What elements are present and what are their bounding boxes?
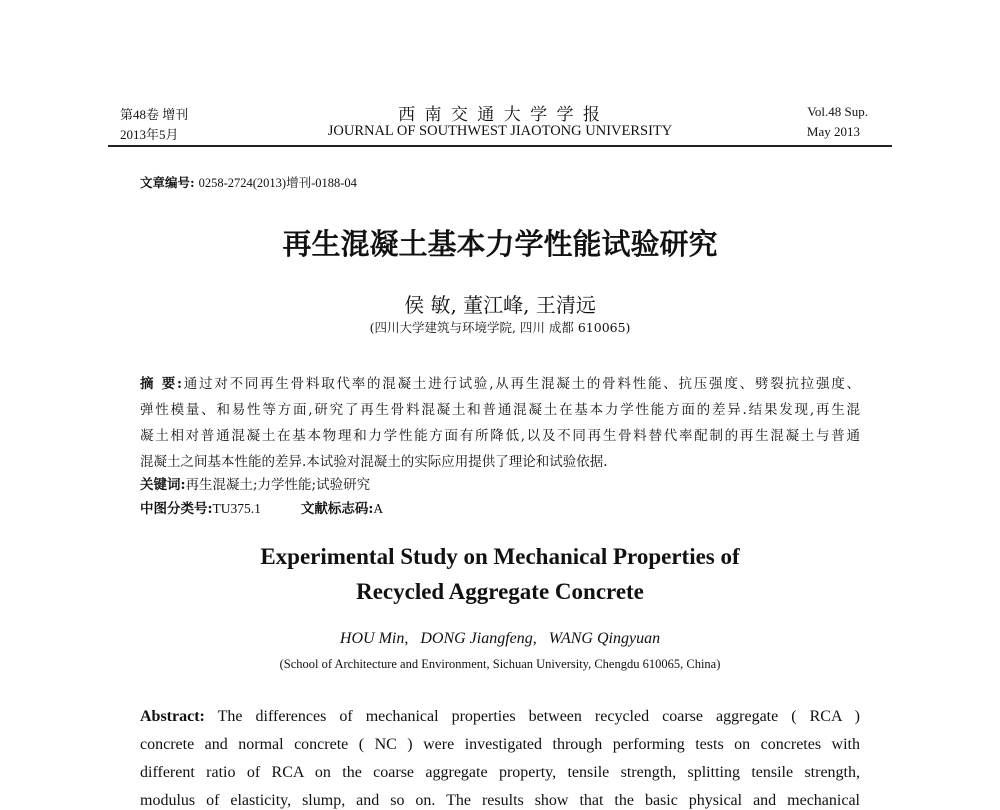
journal-name-en: JOURNAL OF SOUTHWEST JIAOTONG UNIVERSITY (327, 123, 673, 139)
affiliation-cn: (四川大学建筑与环境学院, 四川 成都 610065) (369, 320, 631, 335)
title-en-line2: Recycled Aggregate Concrete (356, 579, 644, 604)
abstract-cn-line: 摘 要:通过对不同再生骨料取代率的混凝土进行试验,从再生混凝土的骨料性能、抗压强度、劈裂抗拉强度、 (140, 376, 860, 392)
abstract-cn-line: 混凝土之间基本性能的差异.本试验对混凝土的实际应用提供了理论和试验依据. (140, 454, 608, 470)
abstract-en-line: different ratio of RCA on the coarse aggregate property, tensile strength, splitting tensile strength, (140, 764, 860, 781)
abstract-en-line: concrete and normal concrete ( NC ) were investigated through performing tests on concretes with (140, 736, 860, 753)
authors-cn: 侯 敏, 董江峰, 王清远 (404, 293, 596, 317)
publication-date-cn: 2013年5月 (120, 127, 179, 142)
header-rule (108, 145, 892, 147)
abstract-cn-label: 摘 要: (140, 376, 182, 392)
volume-issue: 第48卷 增刊 (120, 107, 189, 122)
article-number (140, 173, 357, 191)
affiliation-en: (School of Architecture and Environment, Sichuan University, Chengdu 610065, China) (279, 657, 721, 671)
abstract-cn-line: 凝土相对普通混凝土在基本物理和力学性能方面有所降低,以及不同再生骨料替代率配制的再生混凝土与普通 (140, 428, 860, 444)
volume-en: Vol.48 Sup. (807, 104, 868, 119)
authors-en: HOU Min, DONG Jiangfeng, WANG Qingyuan (339, 630, 661, 647)
title-cn: 再生混凝土基本力学性能试验研究 (282, 227, 718, 261)
abstract-en-line: Abstract: The differences of mechanical properties between recycled coarse aggregate ( RCA ) (140, 708, 860, 725)
abstract-en-line: modulus of elasticity, slump, and so on. The results show that the basic physical and mechanical (140, 792, 860, 809)
abstract-en-label: Abstract: (140, 708, 205, 725)
classification: 中图分类号:TU375.1 文献标志码:A (140, 501, 384, 517)
keywords-cn: 关键词:再生混凝土;力学性能;试验研究 (140, 477, 371, 493)
abstract-cn-line: 弹性模量、和易性等方面,研究了再生骨料混凝土和普通混凝土在基本力学性能方面的差异.结果发现,再生混 (140, 402, 860, 418)
journal-name-cn: 西 南 交 通 大 学 学 报 (398, 105, 602, 125)
article-number-label: 文章编号: (140, 175, 195, 190)
date-en: May 2013 (806, 124, 860, 139)
article-number-value: 0258-2724(2013)增刊-0188-04 (198, 176, 357, 190)
title-en-line1: Experimental Study on Mechanical Properties of (260, 544, 740, 569)
